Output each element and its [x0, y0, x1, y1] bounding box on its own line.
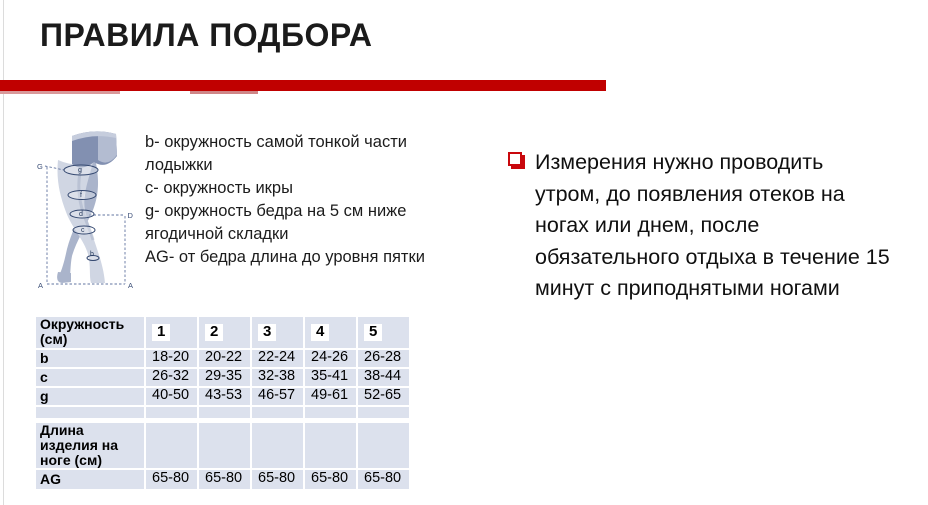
label-b: b	[90, 251, 94, 258]
label-c: c	[81, 227, 85, 234]
size-column-cell	[252, 317, 303, 348]
row-label-cell: AG	[36, 470, 144, 489]
table-cell: 65-80	[146, 470, 197, 489]
note-line: ногах или днем, после	[535, 213, 760, 237]
note-text	[535, 147, 890, 305]
table-cell: 40-50	[146, 388, 197, 405]
label-A-left: A	[38, 281, 44, 290]
table-cell: 65-80	[199, 470, 250, 489]
table-cell: 38-44	[358, 369, 409, 386]
size-column-cell	[358, 317, 409, 348]
empty-cell	[199, 423, 250, 468]
size-number: 2	[205, 324, 223, 341]
table-cell: 52-65	[358, 388, 409, 405]
accent-bar-shadow-mid	[190, 91, 258, 94]
note-line: утром, до появления отеков на	[535, 181, 845, 206]
label-d: d	[79, 211, 83, 218]
table-row-c	[36, 369, 409, 386]
legs-measurement-diagram	[36, 124, 140, 292]
table-cell: 26-32	[146, 369, 197, 386]
empty-cell	[146, 423, 197, 468]
accent-bar	[0, 80, 606, 91]
label-G: G	[37, 162, 43, 171]
empty-cell	[305, 407, 356, 418]
empty-cell	[199, 407, 250, 418]
note-line: минут с приподнятыми ногами	[535, 276, 840, 300]
table-cell: 32-38	[252, 369, 303, 386]
page-title: ПРАВИЛА ПОДБОРА	[40, 17, 373, 53]
table-section-row	[36, 423, 409, 468]
note-line: Измерения нужно проводить	[535, 150, 824, 174]
accent-bar-shadow-left	[0, 91, 120, 94]
table-cell: 18-20	[146, 350, 197, 367]
empty-cell	[358, 407, 409, 418]
measurement-line: ягодичной складки	[145, 225, 289, 243]
size-column-cell	[146, 317, 197, 348]
measurement-line: b- окружность самой тонкой части	[145, 133, 407, 151]
band-f	[68, 191, 96, 200]
empty-cell	[146, 407, 197, 418]
size-table	[34, 315, 411, 491]
row-label-cell: c	[36, 369, 144, 386]
table-cell: 49-61	[305, 388, 356, 405]
empty-cell	[358, 423, 409, 468]
measurement-line: c- окружность икры	[145, 179, 293, 197]
label-A-right: A	[128, 281, 134, 290]
table-cell: 35-41	[305, 369, 356, 386]
slide-edge-line	[3, 0, 4, 505]
table-section-spacer	[36, 420, 409, 421]
size-number: 1	[152, 324, 170, 341]
table-row-g	[36, 388, 409, 405]
size-column-cell	[305, 317, 356, 348]
measurement-line: AG- от бедра длина до уровня пятки	[145, 248, 425, 266]
size-number: 5	[364, 324, 382, 341]
empty-cell	[252, 423, 303, 468]
table-row-b	[36, 350, 409, 367]
measurement-line: g- окружность бедра на 5 см ниже	[145, 202, 407, 220]
measurement-line: лодыжки	[145, 156, 213, 174]
table-cell: 24-26	[305, 350, 356, 367]
measurement-definitions	[145, 131, 455, 269]
header-label-cell: Окружность (см)	[36, 317, 144, 348]
label-f: f	[80, 192, 82, 199]
empty-cell	[36, 407, 144, 418]
size-table-wrap	[34, 315, 411, 491]
table-row-ag	[36, 470, 409, 489]
size-number: 4	[311, 324, 329, 341]
table-empty-row	[36, 407, 409, 418]
back-foot-shape	[57, 272, 71, 283]
label-D: D	[127, 211, 133, 220]
size-number: 3	[258, 324, 276, 341]
table-cell: 46-57	[252, 388, 303, 405]
table-cell: 20-22	[199, 350, 250, 367]
table-cell: 29-35	[199, 369, 250, 386]
size-column-cell	[199, 317, 250, 348]
row-label-cell: b	[36, 350, 144, 367]
table-cell: 43-53	[199, 388, 250, 405]
table-cell: 26-28	[358, 350, 409, 367]
note-line: обязательного отдыха в течение 15	[535, 244, 890, 269]
checkbox-bullet-icon	[508, 152, 522, 166]
section-label-cell: Длина изделия на ноге (см)	[36, 423, 144, 468]
note-block	[508, 147, 918, 305]
empty-cell	[305, 423, 356, 468]
spacer-cell	[36, 420, 409, 421]
table-cell: 65-80	[252, 470, 303, 489]
table-header-row	[36, 317, 409, 348]
empty-cell	[252, 407, 303, 418]
row-label-cell: g	[36, 388, 144, 405]
table-cell: 65-80	[358, 470, 409, 489]
table-cell: 22-24	[252, 350, 303, 367]
table-cell: 65-80	[305, 470, 356, 489]
label-g: g	[78, 167, 82, 174]
